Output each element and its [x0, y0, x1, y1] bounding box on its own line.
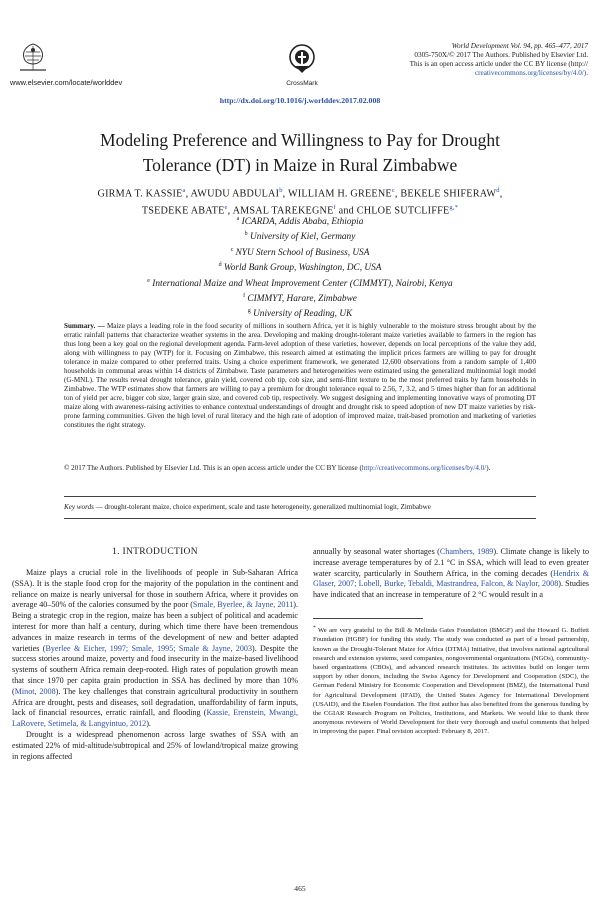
- affiliation: $^f$ CIMMYT, Harare, Zimbabwe: [243, 292, 357, 305]
- author-name: TSEDEKE ABATE: [141, 205, 225, 217]
- author-affil-mark[interactable]: f: [333, 204, 336, 212]
- affiliation: $^e$ International Maize and Wheat Improvement Center (CIMMYT), Nairobi, Kenya: [147, 277, 453, 289]
- keywords-label: Key words: [64, 503, 94, 511]
- author-conjunction: and: [338, 205, 354, 217]
- elsevier-logo: [12, 40, 54, 74]
- section-heading: 1. INTRODUCTION: [112, 547, 198, 557]
- author-name: AMSAL TAREKEGNE: [232, 205, 334, 217]
- author-line-1: GIRMA T. KASSIE$^a$, AWUDU ABDULAI$^b$, WILLIAM H. GREENE$^c$, BEKELE SHIFERAW$^d$,: [97, 187, 503, 200]
- cc-license-link[interactable]: http://creativecommons.org/licenses/by/4.0/: [361, 464, 487, 472]
- divider: [64, 518, 536, 519]
- journal-info: [378, 42, 588, 78]
- page-number: 465: [294, 884, 306, 893]
- title-line-2: Tolerance (DT) in Maize in Rural Zimbabwe: [142, 155, 458, 175]
- affiliation: $^c$ NYU Stern School of Business, USA: [230, 246, 370, 258]
- citation-link[interactable]: Chambers, 1989: [439, 547, 494, 556]
- body-column-right: [313, 547, 589, 601]
- author-name: WILLIAM H. GREENE: [287, 188, 392, 200]
- affiliation: $^g$ University of Reading, UK: [247, 308, 353, 320]
- body-column-left: [12, 568, 298, 762]
- paper-title: [60, 128, 540, 178]
- acknowledgement-footnote: [313, 624, 589, 737]
- author-affil-mark[interactable]: d: [496, 187, 500, 194]
- divider: [64, 496, 536, 497]
- citation-link[interactable]: Smale, Byerlee, & Jayne, 2011: [192, 600, 294, 610]
- abstract-label: Summary. —: [64, 322, 105, 330]
- abstract: [64, 322, 536, 430]
- license-link[interactable]: creativecommons.org/licenses/by/4.0/).: [474, 69, 588, 77]
- citation-link[interactable]: Hendrix & Glaser, 2007; Lobell, Burke, Tebaldi, Mastrandrea, Falcon, & Naylor, 2008: [313, 568, 590, 589]
- crossmark-icon: [289, 44, 315, 74]
- affiliation: $^a$ ICARDA, Addis Ababa, Ethiopia: [236, 216, 364, 228]
- license-line: This is an open access article under the CC BY license (http://: [409, 60, 588, 68]
- paragraph: Maize plays a crucial role in the livelihoods of people in Sub-Saharan Africa (SSA). It is the staple food crop for the majority of the population in the continent and reliance on maize is nearly universal for those in southern Africa, where it provides on average 40–50% of the calories consumed by the poor (Smale, Byerlee, & Jayne, 2011). Being a strategic crop in the region, maize has been a subject of political and academic interest for more than half a century, during which time there have been tremendous advances in maize research in terms of the development of new and better adapted varieties (Byerlee & Eicher, 1997; Smale, 1995; Smale & Jayne, 2003). Despite the success stories around maize, poverty and food insecurity in the maize-based livelihood systems of southern Africa remain deep-rooted. High rates of population growth mean that since 1970 per capita grain production in SSA has declined by more than 10% (Minot, 2008). The key challenges that constrain agricultural productivity in southern Africa are drought, pests and diseases, soil degradation, unaffordability of farm inputs, lack of financial resources, erratic rainfall, and flooding (Kassie, Erenstein, Mwangi, LaRovere, Setimela, & Langyintuo, 2012).: [12, 568, 298, 729]
- crossmark-label: CrossMark: [286, 80, 318, 87]
- author-affil-mark[interactable]: e: [224, 204, 228, 212]
- journal-citation: World Development Vol. 94, pp. 465–477, 2017: [451, 42, 588, 50]
- doi-link[interactable]: http://dx.doi.org/10.1016/j.worlddev.2017.02.008: [219, 96, 381, 105]
- paragraph: Drought is a widespread phenomenon across large swathes of SSA with an estimated 22% of mid-altitude/subtropical and 25% of lowland/tropical maize growing in regions affected: [12, 729, 298, 761]
- crossmark-badge[interactable]: [285, 44, 319, 88]
- author-affil-mark[interactable]: g,*: [449, 204, 459, 212]
- copyright-text: © 2017 The Authors. Published by Elsevier Ltd. This is an open access article under the CC BY license (: [64, 464, 362, 472]
- author-affil-mark[interactable]: b: [279, 187, 283, 194]
- citation-link[interactable]: Byerlee & Eicher, 1997; Smale, 1995; Smale & Jayne, 2003: [45, 643, 252, 653]
- author-line-2: TSEDEKE ABATE$^e$, AMSAL TAREKEGNE$^f$ and CHLOE $SUTCLIFFE^{g,*}$: [141, 204, 459, 217]
- author-affil-mark[interactable]: a: [182, 187, 186, 194]
- footnote-text: We are very grateful to the Bill & Melinda Gates Foundation (BMGF) and the Howard G. Buffett Foundation (HGBF) for funding this study. The study was conducted as part of a broad partnership, known as the Drought-Tolerant Maize for Africa (DTMA) Initiative, that involves national agricultural research and extension systems, seed companies, nongovernmental organizations (NGOs), community-based organizations (CBOs), and advanced research institutes. Its activities build on longer term support by other donors, including the Swiss Agency for Development and Cooperation (SDC), the German Federal Ministry for Economic Cooperation and Development (BMZ), the International Fund for Agricultural Development (IFAD), the United States Agency for International Development (USAID), and the Eiselen Foundation. The first author has also benefited from the generous funding by the CGIAR Research Program on Policies, Institutions, and Markets. We would like to thank three anonymous reviewers of World Development for their very thorough and useful comments that helped in improving the paper. Final revision accepted: February 8, 2017.: [313, 627, 589, 736]
- author-affil-mark[interactable]: c: [391, 187, 395, 194]
- keywords-list: — drought-tolerant maize, choice experiment, scale and taste heterogeneity, generalized multinomial logit, Zimbabwe: [95, 503, 431, 511]
- journal-issn: 0305-750X/© 2017 The Authors. Published by Elsevier Ltd.: [414, 51, 588, 59]
- author-name: GIRMA T. KASSIE: [97, 188, 183, 200]
- title-line-1: Modeling Preference and Willingness to Pay for Drought: [100, 130, 500, 150]
- paragraph: annually by seasonal water shortages (Chambers, 1989). Climate change is likely to increase average temperatures by of 2.1 °C in SSA, which will lead to even greater water scarcity, particularly in Southern Africa, in the coming decades (Hendrix & Glaser, 2007; Lobell, Burke, Tebaldi, Mastrandrea, Falcon, & Naylor, 2008). Studies have indicated that an increase in temperature of 2 °C would result in a: [313, 547, 590, 600]
- author-name: BEKELE SHIFERAW: [400, 188, 497, 200]
- affiliation-list: [40, 213, 560, 321]
- affiliation: $^d$ World Bank Group, Washington, DC, USA: [218, 262, 382, 274]
- footnote-mark: *: [313, 625, 316, 631]
- keywords: [64, 503, 536, 512]
- footnote-divider: [313, 618, 423, 619]
- author-name: CHLOE SUTCLIFFE: [356, 205, 450, 217]
- citation-link[interactable]: Kassie, Erenstein, Mwangi, LaRovere, Setimela, & Langyintuo, 2012: [12, 708, 298, 729]
- copyright-notice: [64, 464, 536, 473]
- citation-link[interactable]: Minot, 2008: [14, 686, 56, 696]
- abstract-text: Maize plays a leading role in the food security of millions in southern Africa, yet it is highly vulnerable to the moisture stress brought about by the erratic rainfall patterns that characterize weather systems in the area. Developing and making drought-tolerant maize varieties available to farmers in the region has thus long been a key goal on the regional development agenda. Farm-level adoption of these varieties, however, depends on local perceptions of the value they add, along with willingness to pay (WTP) for it. Focusing on Zimbabwe, this research aimed at estimating the implicit prices farmers are willing to pay for drought tolerance in maize compared to other preferred traits. Using a choice experiment framework, we generated 12,600 observations from a random sample of 1,400 households in communal areas within 14 districts of Zimbabwe. Taste parameters and heterogeneities were estimated using the generalized multinomial logit model (G-MNL). The results reveal drought tolerance, grain yield, covered cob tip, cob size, and semi-flint texture to be the most preferred traits by farm households in Zimbabwe. The WTP estimates show that farmers are willing to pay a premium for drought tolerance equal to 2.56, 7, 3.2, and 5 times higher than for an additional ton of yield per acre, bigger cob size, larger grain size, and covered cob tip, respectively. We suggest designing and implementing innovative ways of promoting DT maize along with awareness-raising activities to enhance contextual understandings of drought and drought risk to speed adoption of new DT maize varieties by risk-prone farming communities. Given the high level of rural literacy and the high rate of adoption of improved maize, trait-based promotion and marketing of varieties constitutes the right strategy.: [64, 322, 536, 429]
- copyright-end: ).: [486, 464, 491, 472]
- author-name: AWUDU ABDULAI: [190, 188, 280, 200]
- journal-url[interactable]: www.elsevier.com/locate/worlddev: [10, 78, 123, 87]
- affiliation: $^b$ University of Kiel, Germany: [244, 231, 356, 243]
